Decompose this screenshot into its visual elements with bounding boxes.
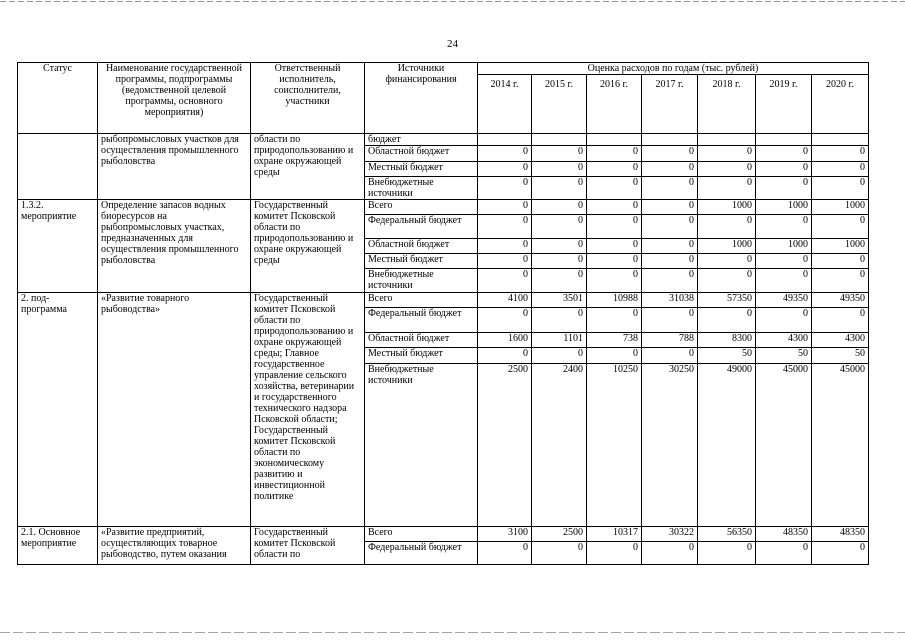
value-cell: 49350 xyxy=(756,293,812,308)
row-name: Определение запасов водных биоресурсов на рыбопромысловых участках, предназначенных для осуществления промышленного рыболовства xyxy=(98,200,251,293)
value-cell: 2400 xyxy=(532,364,587,527)
value-cell: 10988 xyxy=(587,293,642,308)
row-status: 1.3.2. мероприятие xyxy=(18,200,98,293)
value-cell: 0 xyxy=(532,254,587,269)
value-cell: 0 xyxy=(532,308,587,333)
value-cell: 0 xyxy=(587,254,642,269)
row-source: Внебюджетные источники xyxy=(365,364,478,527)
value-cell: 0 xyxy=(478,542,532,565)
value-cell: 1000 xyxy=(812,200,869,215)
value-cell: 0 xyxy=(698,177,756,200)
value-cell: 0 xyxy=(478,254,532,269)
value-cell: 0 xyxy=(587,162,642,177)
value-cell: 0 xyxy=(812,308,869,333)
value-cell: 0 xyxy=(756,177,812,200)
value-cell: 0 xyxy=(587,239,642,254)
value-cell: 0 xyxy=(532,215,587,239)
header-status: Статус xyxy=(18,63,98,134)
value-cell: 788 xyxy=(642,333,698,348)
value-cell: 30250 xyxy=(642,364,698,527)
row-source: Всего xyxy=(365,527,478,542)
page-number: 24 xyxy=(447,38,458,50)
row-status xyxy=(18,134,98,200)
row-status: 2. под-программа xyxy=(18,293,98,527)
row-name: рыбопромысловых участков для осуществления промышленного рыболовства xyxy=(98,134,251,200)
value-cell: 0 xyxy=(478,308,532,333)
value-cell: 1000 xyxy=(812,239,869,254)
value-cell: 50 xyxy=(812,348,869,364)
row-source: Областной бюджет xyxy=(365,333,478,348)
value-cell: 0 xyxy=(642,200,698,215)
row-source: Внебюджетные источники xyxy=(365,269,478,293)
value-cell: 0 xyxy=(642,215,698,239)
value-cell: 0 xyxy=(756,542,812,565)
value-cell: 0 xyxy=(812,146,869,162)
row-status: 2.1. Основное мероприятие xyxy=(18,527,98,565)
value-cell: 0 xyxy=(642,162,698,177)
row-executor: области по природопользованию и охране окружающей среды xyxy=(251,134,365,200)
value-cell: 0 xyxy=(698,308,756,333)
value-cell: 48350 xyxy=(812,527,869,542)
value-cell: 1101 xyxy=(532,333,587,348)
value-cell: 0 xyxy=(532,146,587,162)
value-cell: 30322 xyxy=(642,527,698,542)
value-cell: 0 xyxy=(587,177,642,200)
value-cell: 0 xyxy=(532,177,587,200)
header-executor: Ответственный исполнитель, соисполнители, участники xyxy=(251,63,365,134)
row-name: «Развитие предприятий, осуществляющих товарное рыбоводство, путем оказания xyxy=(98,527,251,565)
header-source: Источники финансирования xyxy=(365,63,478,134)
value-cell: 0 xyxy=(812,269,869,293)
value-cell: 0 xyxy=(642,254,698,269)
table-row xyxy=(18,527,869,542)
value-cell: 0 xyxy=(812,254,869,269)
row-source: Местный бюджет xyxy=(365,254,478,269)
value-cell: 1000 xyxy=(698,239,756,254)
value-cell: 50 xyxy=(756,348,812,364)
value-cell: 0 xyxy=(756,146,812,162)
value-cell: 49000 xyxy=(698,364,756,527)
value-cell: 0 xyxy=(478,146,532,162)
value-cell: 0 xyxy=(698,269,756,293)
value-cell xyxy=(532,134,587,146)
value-cell: 1000 xyxy=(756,200,812,215)
header-year: 2019 г. xyxy=(756,75,812,134)
value-cell xyxy=(756,134,812,146)
value-cell: 0 xyxy=(587,542,642,565)
value-cell: 2500 xyxy=(478,364,532,527)
header-year: 2017 г. xyxy=(642,75,698,134)
value-cell: 0 xyxy=(642,177,698,200)
value-cell: 0 xyxy=(698,162,756,177)
value-cell: 10317 xyxy=(587,527,642,542)
value-cell: 0 xyxy=(698,146,756,162)
row-source: Местный бюджет xyxy=(365,348,478,364)
value-cell: 0 xyxy=(642,308,698,333)
value-cell: 0 xyxy=(756,162,812,177)
value-cell: 4300 xyxy=(756,333,812,348)
value-cell: 1000 xyxy=(756,239,812,254)
value-cell: 0 xyxy=(642,542,698,565)
value-cell: 0 xyxy=(478,269,532,293)
row-source: Областной бюджет xyxy=(365,239,478,254)
header-year: 2020 г. xyxy=(812,75,869,134)
value-cell: 3100 xyxy=(478,527,532,542)
value-cell: 1600 xyxy=(478,333,532,348)
value-cell: 0 xyxy=(532,239,587,254)
value-cell: 0 xyxy=(642,239,698,254)
value-cell: 56350 xyxy=(698,527,756,542)
value-cell: 0 xyxy=(642,348,698,364)
row-source: Федеральный бюджет xyxy=(365,308,478,333)
value-cell: 0 xyxy=(587,348,642,364)
value-cell: 0 xyxy=(642,269,698,293)
row-executor: Государственный комитет Псковской области по xyxy=(251,527,365,565)
value-cell: 10250 xyxy=(587,364,642,527)
value-cell: 0 xyxy=(478,215,532,239)
value-cell: 0 xyxy=(478,348,532,364)
value-cell: 0 xyxy=(478,239,532,254)
value-cell: 0 xyxy=(587,308,642,333)
header-year: 2018 г. xyxy=(698,75,756,134)
value-cell xyxy=(642,134,698,146)
value-cell: 2500 xyxy=(532,527,587,542)
value-cell: 0 xyxy=(587,146,642,162)
value-cell: 0 xyxy=(756,308,812,333)
value-cell: 0 xyxy=(532,542,587,565)
value-cell: 0 xyxy=(532,348,587,364)
scan-edge-top xyxy=(0,1,905,2)
value-cell: 45000 xyxy=(756,364,812,527)
value-cell: 0 xyxy=(698,254,756,269)
value-cell: 50 xyxy=(698,348,756,364)
value-cell: 0 xyxy=(698,215,756,239)
row-source: Всего xyxy=(365,293,478,308)
value-cell: 4100 xyxy=(478,293,532,308)
header-name: Наименование государственной программы, подпрограммы (ведомственной целевой программы, основного мероприятия) xyxy=(98,63,251,134)
header-expenses: Оценка расходов по годам (тыс. рублей) xyxy=(478,63,869,75)
value-cell: 0 xyxy=(698,542,756,565)
row-source: Областной бюджет xyxy=(365,146,478,162)
value-cell: 0 xyxy=(812,215,869,239)
value-cell: 45000 xyxy=(812,364,869,527)
header-year: 2014 г. xyxy=(478,75,532,134)
value-cell: 738 xyxy=(587,333,642,348)
value-cell: 0 xyxy=(587,269,642,293)
value-cell: 1000 xyxy=(698,200,756,215)
row-executor: Государственный комитет Псковской области по природопользованию и охране окружающей среды xyxy=(251,200,365,293)
row-source: Всего xyxy=(365,200,478,215)
value-cell: 0 xyxy=(587,200,642,215)
value-cell: 57350 xyxy=(698,293,756,308)
scan-edge-bottom xyxy=(0,632,905,633)
row-source: Внебюджетные источники xyxy=(365,177,478,200)
value-cell: 8300 xyxy=(698,333,756,348)
value-cell xyxy=(478,134,532,146)
value-cell: 0 xyxy=(478,200,532,215)
value-cell: 31038 xyxy=(642,293,698,308)
row-name: «Развитие товарного рыбоводства» xyxy=(98,293,251,527)
table-row xyxy=(18,293,869,308)
row-source: бюджет xyxy=(365,134,478,146)
budget-table xyxy=(17,62,869,565)
table-row xyxy=(18,200,869,215)
row-source: Федеральный бюджет xyxy=(365,215,478,239)
value-cell: 0 xyxy=(756,254,812,269)
table-row xyxy=(18,134,869,146)
value-cell: 48350 xyxy=(756,527,812,542)
row-executor: Государственный комитет Псковской области по природопользованию и охране окружающей среды; Главное государственное управление сельского хозяйства, ветеринарии и государственного технического надзора Псковской области; Государственный комитет Псковской области по экономическому развитию и инвестиционной политике xyxy=(251,293,365,527)
value-cell: 0 xyxy=(478,177,532,200)
value-cell: 0 xyxy=(642,146,698,162)
value-cell: 0 xyxy=(812,542,869,565)
header-year: 2015 г. xyxy=(532,75,587,134)
value-cell: 0 xyxy=(532,200,587,215)
value-cell: 4300 xyxy=(812,333,869,348)
value-cell: 0 xyxy=(756,269,812,293)
value-cell: 0 xyxy=(587,215,642,239)
value-cell xyxy=(587,134,642,146)
value-cell: 0 xyxy=(532,162,587,177)
value-cell: 0 xyxy=(478,162,532,177)
header-year: 2016 г. xyxy=(587,75,642,134)
value-cell xyxy=(812,134,869,146)
value-cell: 0 xyxy=(812,177,869,200)
value-cell: 0 xyxy=(532,269,587,293)
value-cell xyxy=(698,134,756,146)
value-cell: 0 xyxy=(756,215,812,239)
row-source: Местный бюджет xyxy=(365,162,478,177)
row-source: Федеральный бюджет xyxy=(365,542,478,565)
value-cell: 49350 xyxy=(812,293,869,308)
value-cell: 3501 xyxy=(532,293,587,308)
value-cell: 0 xyxy=(812,162,869,177)
